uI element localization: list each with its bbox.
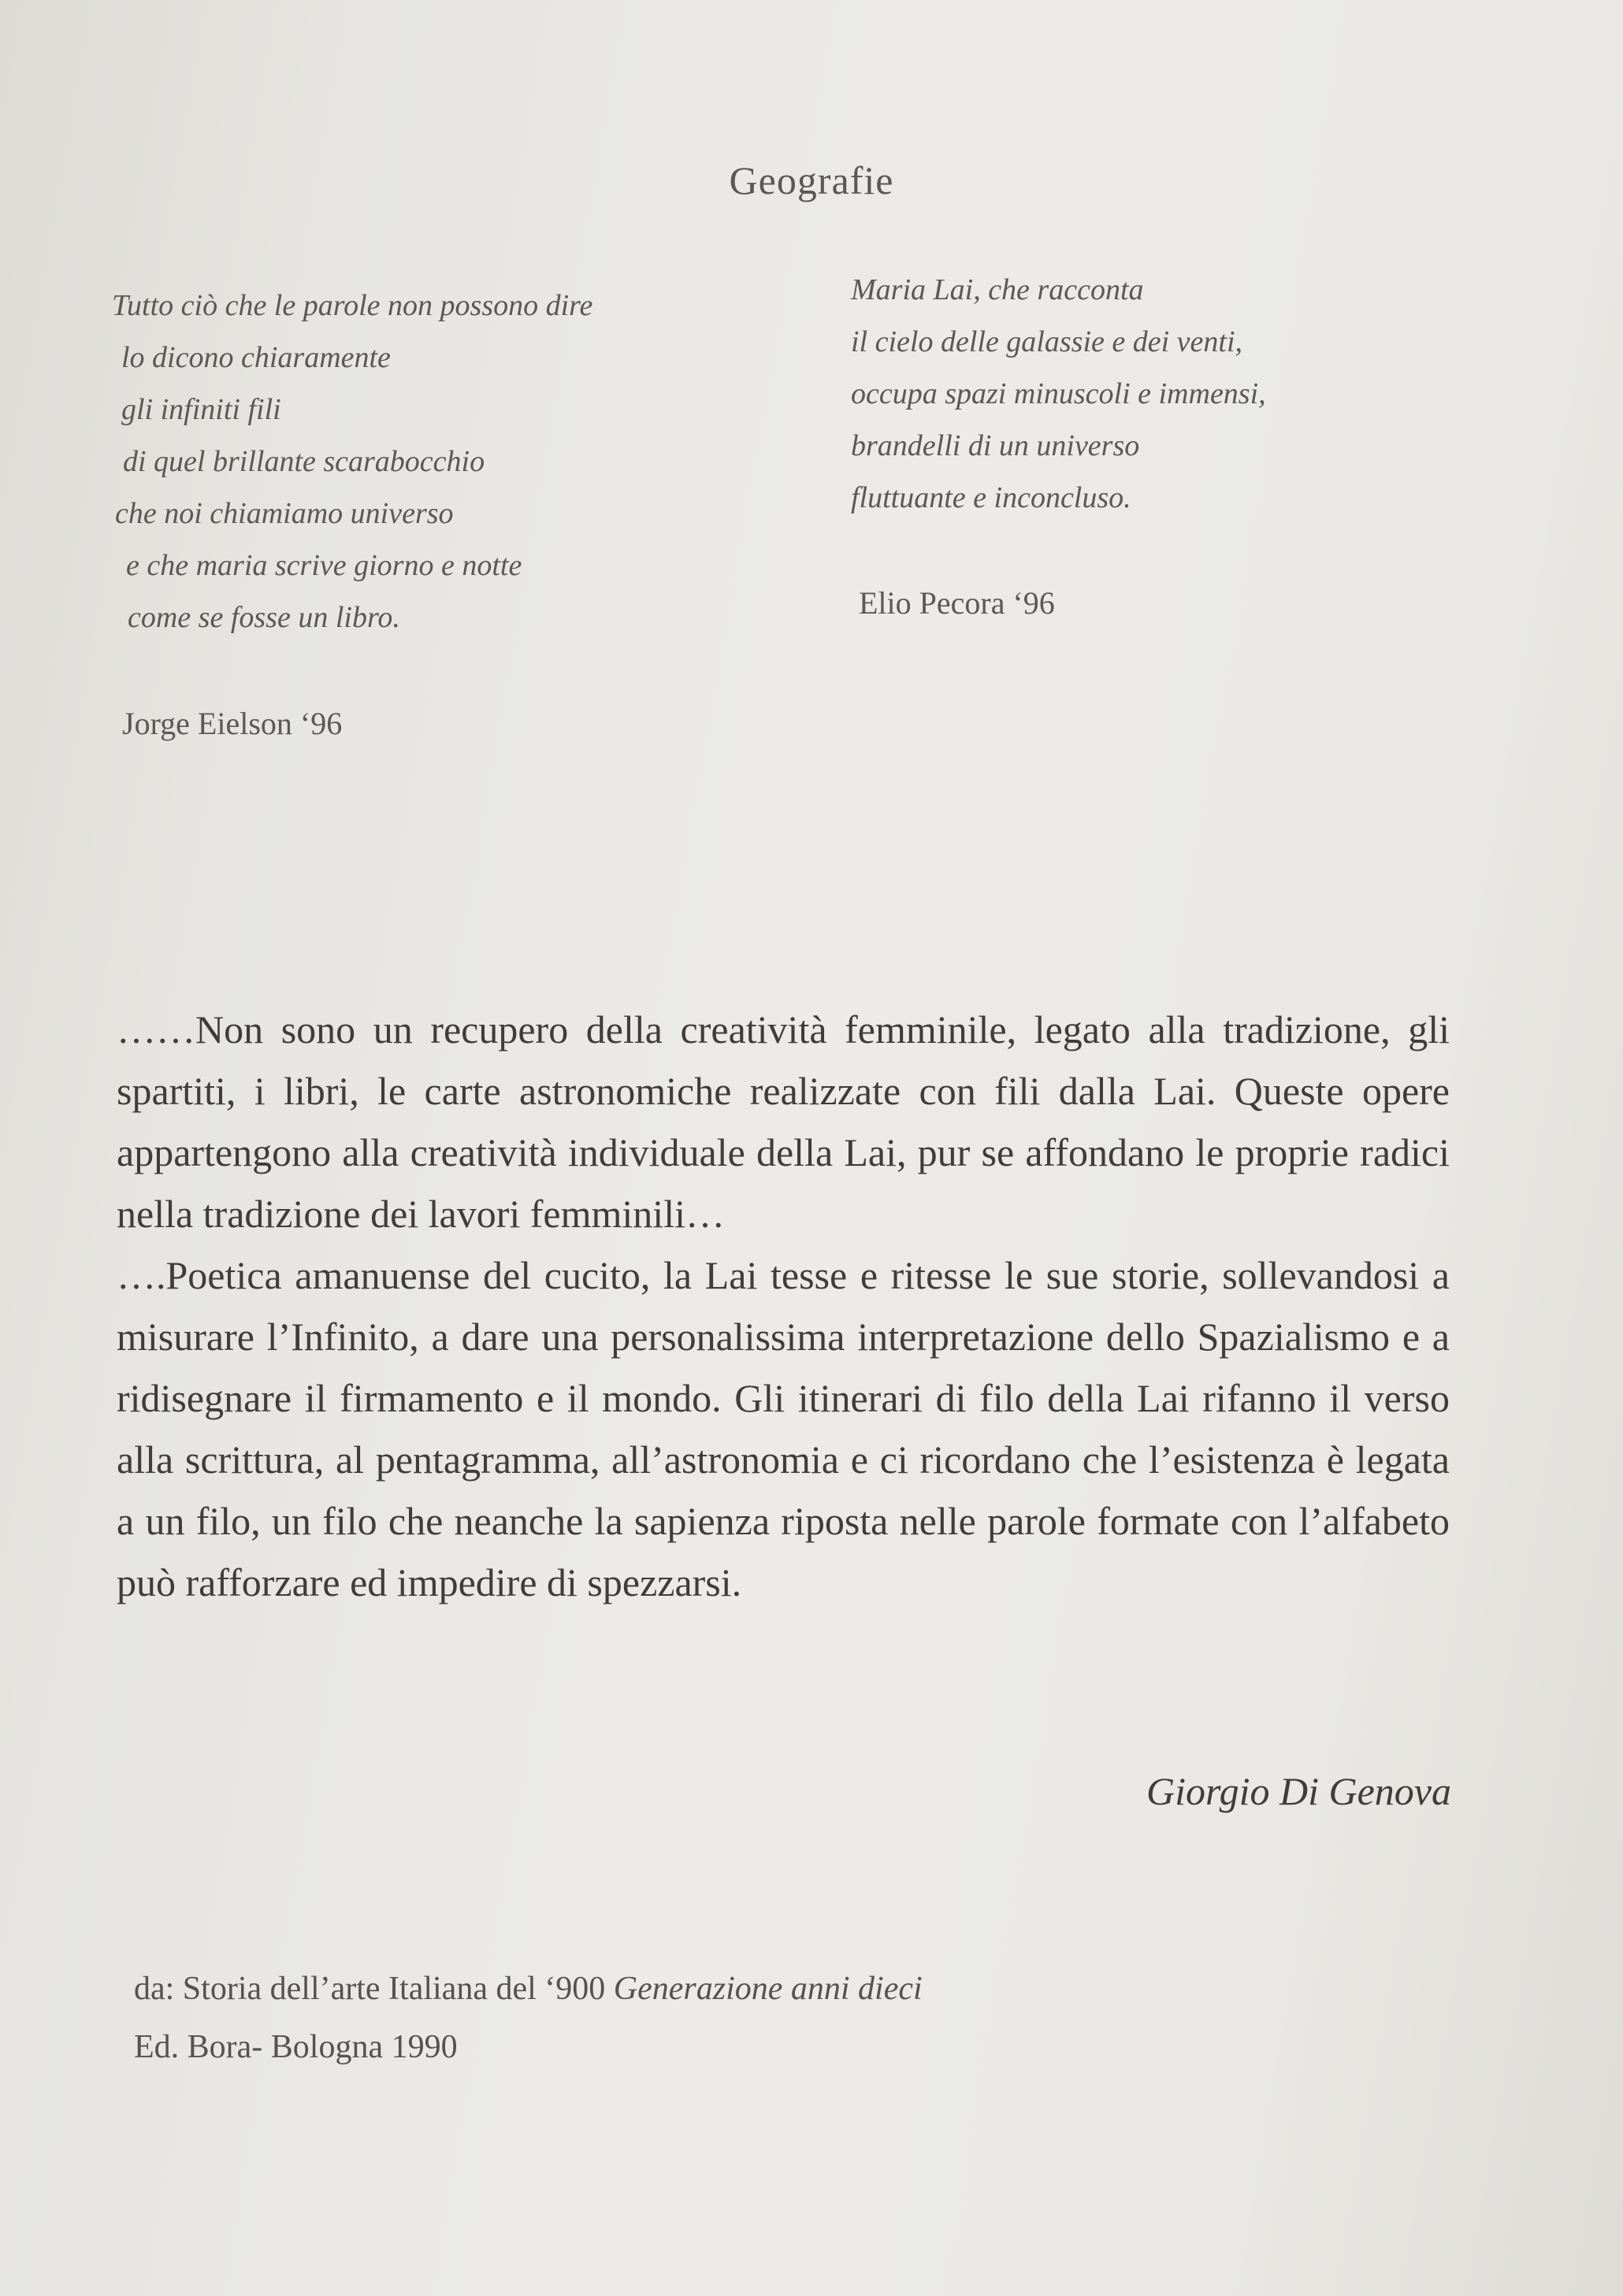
essay-paragraph: ….Poetica amanuense del cucito, la Lai tesse e ritesse le sue storie, sollevandosi a misurare l’Infinito, a dare una personalissima interpretazione dello Spazialismo e a ridisegnare il firmamento e il mondo. Gli itinerari di filo della Lai rifanno il verso alla scrittura, al pentagramma, all’astronomia e ci ricordano che l’esistenza è legata a un filo, un filo che neanche la sapienza riposta nelle parole formate con l’alfabeto può rafforzare ed impedire di spezzarsi. <box>117 1253 1450 1604</box>
essay-signature: Giorgio Di Genova <box>1146 1769 1451 1813</box>
poem-line: che noi chiamiamo universo <box>115 497 454 530</box>
poem-line: il cielo delle galassie e dei venti, <box>851 325 1243 358</box>
essay-paragraph: ……Non sono un recupero della creatività femminile, legato alla tradizione, gli spartiti, i libri, le carte astronomiche realizzate con fili dalla Lai. Queste opere appartengono alla creatività individuale della Lai, pur se affondano le proprie radici nella tradizione dei lavori femminili… <box>117 1007 1450 1236</box>
poem-left-attribution: Jorge Eielson ‘96 <box>122 706 343 741</box>
source-line <box>134 1960 923 2018</box>
poem-line: fluttuante e inconcluso. <box>851 481 1131 514</box>
poem-line: occupa spazi minuscoli e immensi, <box>851 377 1266 410</box>
source-publisher: Ed. Bora- Bologna 1990 <box>134 2029 458 2065</box>
source-citation <box>134 1960 923 2076</box>
poem-line: lo dicono chiaramente <box>121 341 391 374</box>
source-prefix: da: Storia dell’arte Italiana del ‘900 <box>134 1971 614 2007</box>
poem-line: e che maria scrive giorno e notte <box>126 549 522 582</box>
poem-line: come se fosse un libro. <box>128 601 400 634</box>
source-book-title: Generazione anni dieci <box>613 1971 923 2007</box>
poem-line: Tutto ciò che le parole non possono dire <box>112 289 593 322</box>
poem-right-attribution: Elio Pecora ‘96 <box>859 585 1055 621</box>
poem-line: gli infiniti fili <box>121 393 281 426</box>
poem-line: brandelli di un universo <box>851 429 1140 462</box>
page-title: Geografie <box>729 158 894 202</box>
poem-line: Maria Lai, che racconta <box>851 273 1144 306</box>
essay-excerpt <box>117 999 1450 1613</box>
poem-line: di quel brillante scarabocchio <box>123 445 485 478</box>
poem-left <box>112 280 789 644</box>
poem-right <box>851 264 1560 524</box>
